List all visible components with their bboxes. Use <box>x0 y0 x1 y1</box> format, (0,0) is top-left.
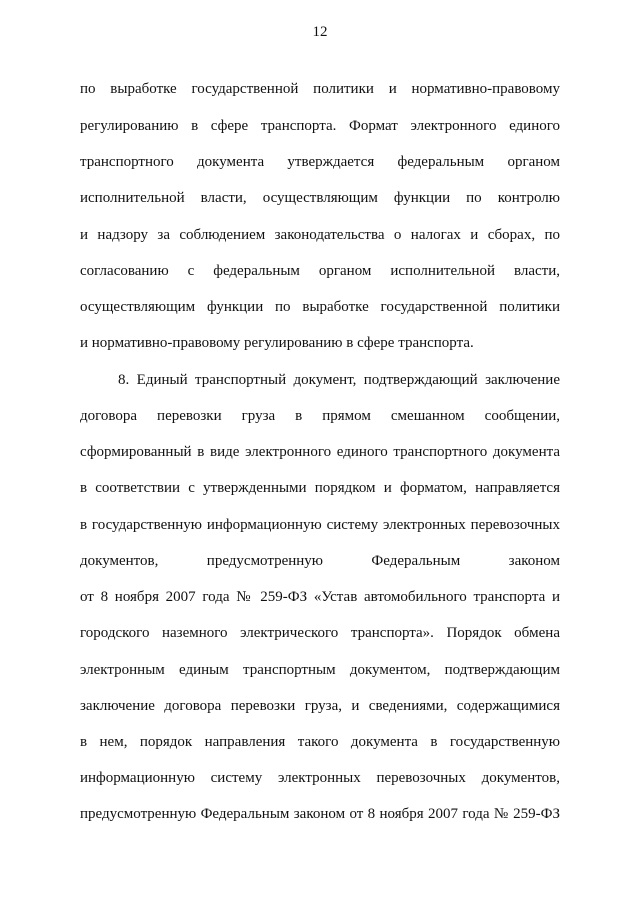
text-line: в нем, порядок направления такого документа в государственную <box>80 734 560 750</box>
text-line: электронным единым транспортным документом, подтверждающим <box>80 662 560 678</box>
text-line: информационную систему электронных перевозочных документов, <box>80 770 560 786</box>
text-line: документов, предусмотренную Федеральным законом <box>80 553 560 569</box>
text-line: регулированию в сфере транспорта. Формат электронного единого <box>80 118 560 134</box>
text-line: городского наземного электрического транспорта». Порядок обмена <box>80 625 560 641</box>
text-line: договора перевозки груза в прямом смешанном сообщении, <box>80 408 560 424</box>
text-line: предусмотренную Федеральным законом от 8 ноября 2007 года № 259-ФЗ <box>80 806 560 822</box>
text-line: согласованию с федеральным органом исполнительной власти, <box>80 263 560 279</box>
text-line: осуществляющим функции по выработке государственной политики <box>80 299 560 315</box>
page-number: 12 <box>312 24 328 40</box>
text-line: и нормативно-правовому регулированию в сфере транспорта. <box>80 335 474 351</box>
text-line: от 8 ноября 2007 года № 259-ФЗ «Устав автомобильного транспорта и <box>80 589 560 605</box>
text-line: 8. Единый транспортный документ, подтверждающий заключение <box>118 372 560 388</box>
text-line: сформированный в виде электронного единого транспортного документа <box>80 444 560 460</box>
text-line: в государственную информационную систему электронных перевозочных <box>80 517 560 533</box>
text-line: в соответствии с утвержденными порядком и форматом, направляется <box>80 480 560 496</box>
text-line: исполнительной власти, осуществляющим функции по контролю <box>80 190 560 206</box>
text-line: по выработке государственной политики и нормативно-правовому <box>80 81 560 97</box>
text-line: и надзору за соблюдением законодательства о налогах и сборах, по <box>80 227 560 243</box>
text-line: транспортного документа утверждается федеральным органом <box>80 154 560 170</box>
text-line: заключение договора перевозки груза, и сведениями, содержащимися <box>80 698 560 714</box>
